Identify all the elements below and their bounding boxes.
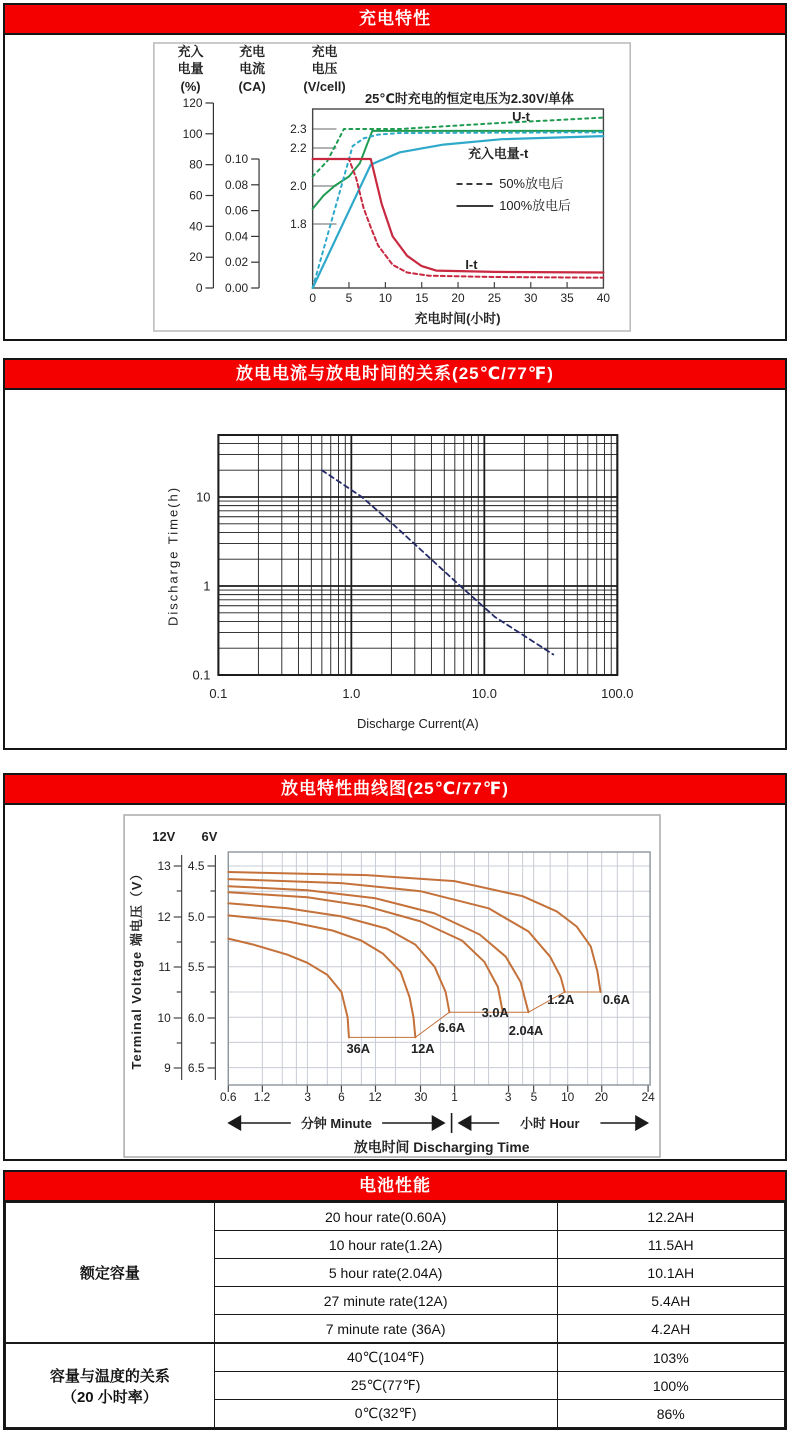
pct-tick: 40 — [189, 219, 203, 234]
x-tick: 25 — [487, 290, 501, 306]
hour-tick: 1 — [451, 1089, 458, 1105]
x-tick: 10 — [378, 290, 393, 306]
x-tick: 10.0 — [471, 685, 497, 702]
minute-tick: 6 — [338, 1089, 345, 1105]
minute-tick: 1.2 — [253, 1089, 271, 1105]
pct-tick: 20 — [189, 250, 203, 265]
x-tick: 1.0 — [342, 685, 361, 702]
volt-axis-title: (V/cell) — [303, 78, 346, 95]
temperature-cell: 0℃(32℉) — [214, 1400, 557, 1428]
rate-cell: 27 minute rate(12A) — [214, 1287, 557, 1315]
y-tick: 1 — [203, 578, 211, 594]
v6-tick: 5.0 — [187, 909, 205, 925]
x-tick: 20 — [451, 290, 465, 306]
capacity-cell: 10.1AH — [557, 1259, 784, 1287]
x-axis-label: 充电时间(小时) — [414, 310, 501, 327]
v12-tick: 11 — [158, 959, 171, 975]
ca-tick: 0.08 — [224, 177, 249, 192]
capacity-cell: 11.5AH — [557, 1231, 784, 1259]
capacity-cell: 12.2AH — [557, 1203, 784, 1231]
ut-curve-label: U-t — [512, 108, 531, 125]
section-performance — [3, 1170, 787, 1430]
hour-tick: 5 — [530, 1089, 538, 1105]
minute-range-label: 分钟 Minute — [301, 1115, 372, 1132]
curves-chart-svg — [5, 805, 789, 1159]
x-tick: 100.0 — [601, 685, 634, 702]
ca-tick: 0.00 — [224, 280, 249, 296]
pct-tick: 80 — [189, 157, 203, 172]
hour-tick: 3 — [504, 1089, 512, 1105]
y-tick: 0.1 — [192, 667, 211, 683]
volt-tick: 2.3 — [290, 121, 307, 137]
section-charging — [3, 3, 787, 341]
table-row — [6, 1343, 785, 1372]
percent-cell: 100% — [557, 1372, 784, 1400]
x-tick: 30 — [524, 290, 538, 306]
percent-cell: 103% — [557, 1343, 784, 1372]
pct-tick: 0 — [195, 280, 203, 296]
curve-label-36A: 36A — [346, 1040, 371, 1057]
it-curve-label: I-t — [465, 256, 478, 273]
v12-tick: 10 — [157, 1010, 171, 1026]
rate-cell: 20 hour rate(0.60A) — [214, 1203, 557, 1231]
legend-label-100: 100%放电后 — [499, 197, 571, 214]
ca-tick: 0.02 — [224, 255, 249, 270]
temperature-cell: 25℃(77℉) — [214, 1372, 557, 1400]
rate-cell: 5 hour rate(2.04A) — [214, 1259, 557, 1287]
section-title-performance: 电池性能 — [5, 1172, 785, 1202]
pct-tick: 100 — [182, 126, 203, 141]
volt-axis-title: 电压 — [311, 60, 338, 77]
relation-chart-svg — [5, 390, 789, 748]
legend-label-50: 50%放电后 — [499, 175, 564, 192]
group-label-line1: 容量与温度的关系 — [49, 1367, 170, 1385]
rate-cell: 10 hour rate(1.2A) — [214, 1231, 557, 1259]
volt-axis-title: 充电 — [311, 43, 338, 60]
x-axis-label: Discharge Current(A) — [356, 715, 479, 732]
v6-scale-label: 6V — [201, 828, 218, 845]
v6-tick: 4.5 — [187, 858, 205, 874]
charge-qty-curve-label: 充入电量-t — [468, 145, 529, 162]
v12-tick: 9 — [164, 1060, 171, 1076]
loglog-grid — [218, 435, 617, 675]
v12-tick: 12 — [157, 909, 171, 925]
v6-tick: 6.5 — [187, 1060, 205, 1076]
pct-axis-title: 充入 — [177, 43, 204, 60]
minute-tick: 3 — [304, 1089, 311, 1105]
curve-label-12A: 12A — [410, 1040, 435, 1057]
pct-tick: 60 — [189, 188, 203, 203]
x-tick: 5 — [345, 290, 353, 306]
rate-cell: 7 minute rate (36A) — [214, 1315, 557, 1344]
hour-range-label: 小时 Hour — [520, 1115, 580, 1132]
ca-tick: 0.06 — [224, 203, 249, 218]
x-tick: 35 — [560, 290, 574, 306]
capacity-temperature-group-label — [6, 1343, 215, 1428]
charging-chart-svg — [5, 35, 789, 339]
volt-tick: 2.2 — [290, 140, 307, 156]
curve-label-2.04A: 2.04A — [508, 1022, 544, 1039]
ca-tick: 0.04 — [224, 229, 249, 244]
x-tick: 0 — [309, 290, 316, 306]
plot-area — [218, 435, 617, 675]
minute-tick: 30 — [414, 1089, 428, 1105]
temperature-cell: 40℃(104℉) — [214, 1343, 557, 1372]
ca-axis-title: (CA) — [238, 78, 266, 95]
section-title-charging: 充电特性 — [5, 5, 785, 35]
section-title-relation: 放电电流与放电时间的关系(25℃/77℉) — [5, 360, 785, 390]
curve-label-1.2A: 1.2A — [547, 991, 575, 1008]
ca-tick: 0.10 — [224, 151, 249, 167]
ca-axis-title: 电流 — [239, 60, 266, 77]
curve-label-6.6A: 6.6A — [437, 1019, 466, 1036]
section-title-curves: 放电特性曲线图(25℃/77℉) — [5, 775, 785, 805]
curve-label-0.6A: 0.6A — [602, 991, 630, 1008]
v12-tick: 13 — [157, 858, 171, 874]
v6-tick: 6.0 — [187, 1010, 205, 1026]
x-tick: 0.1 — [209, 685, 228, 702]
v6-tick: 5.5 — [187, 959, 205, 975]
pct-tick: 120 — [182, 95, 203, 111]
volt-tick: 1.8 — [290, 216, 307, 232]
x-tick: 15 — [415, 290, 429, 306]
minute-tick: 0.6 — [220, 1089, 237, 1105]
y-tick: 10 — [196, 489, 211, 505]
section-curves — [3, 773, 787, 1161]
performance-table — [5, 1202, 785, 1428]
capacity-cell: 4.2AH — [557, 1315, 784, 1344]
curve-label-3.0A: 3.0A — [481, 1004, 509, 1021]
hour-tick: 20 — [594, 1089, 609, 1105]
hour-tick: 24 — [641, 1089, 655, 1105]
capacity-cell: 5.4AH — [557, 1287, 784, 1315]
y-axis-label: Discharge Time(h) — [165, 485, 181, 627]
v12-scale-label: 12V — [152, 828, 176, 845]
y-axis-label: Terminal Voltage 端电压（V） — [129, 866, 144, 1070]
table-row — [6, 1203, 785, 1231]
pct-axis-title: 电量 — [177, 60, 204, 77]
x-tick: 40 — [596, 290, 611, 306]
section-relation — [3, 358, 787, 750]
charging-note: 25℃时充电的恒定电压为2.30V/单体 — [364, 90, 574, 107]
hour-tick: 10 — [561, 1089, 575, 1105]
x-axis-label: 放电时间 Discharging Time — [353, 1138, 530, 1156]
ca-axis-title: 充电 — [239, 43, 266, 60]
pct-axis-title: (%) — [180, 78, 201, 95]
percent-cell: 86% — [557, 1400, 784, 1428]
minute-tick: 12 — [368, 1089, 382, 1105]
volt-tick: 2.0 — [290, 178, 307, 194]
group-label-line2: （20 小时率） — [61, 1388, 158, 1406]
rated-capacity-group-label: 额定容量 — [6, 1203, 215, 1344]
